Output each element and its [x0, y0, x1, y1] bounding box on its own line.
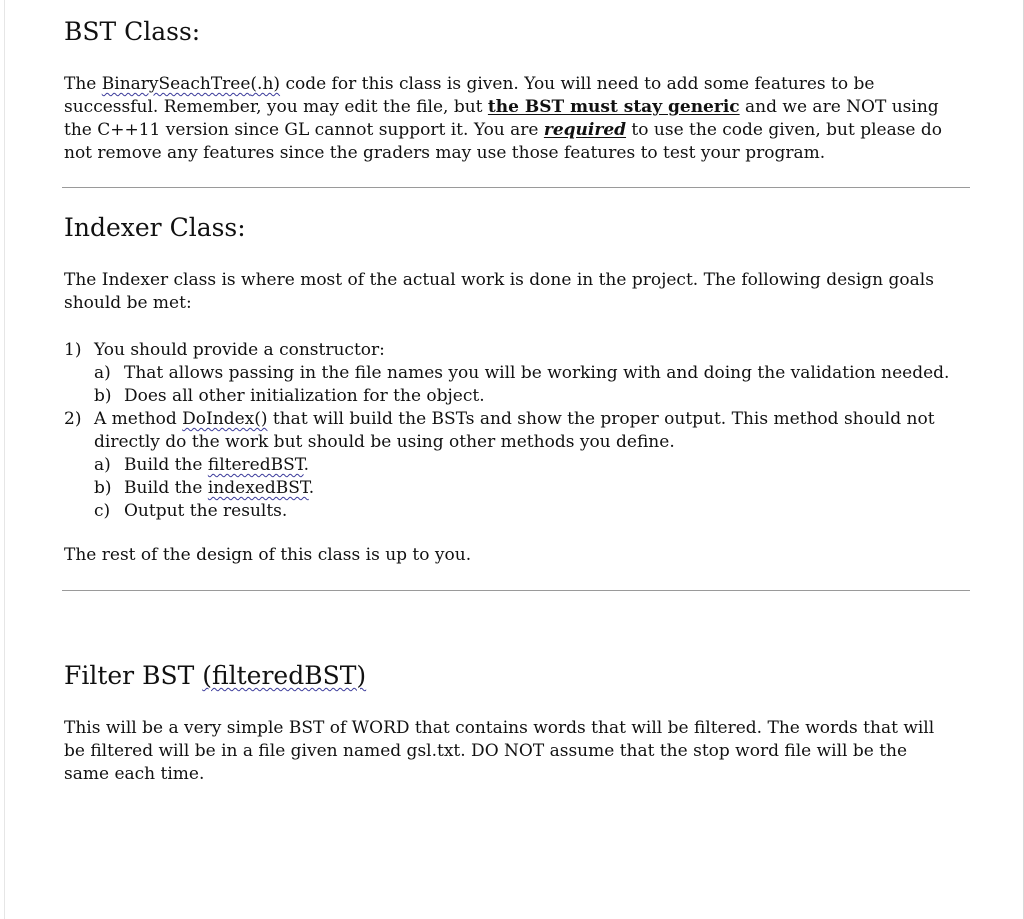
bst-line-1: The BinarySeachTree(.h) code for this class is given. You will need to add some features to be	[64, 74, 875, 94]
bst-paragraph	[64, 73, 969, 165]
section-divider-2	[62, 590, 970, 591]
section-divider-1	[62, 187, 970, 188]
bst-line-4: not remove any features since the graders may use those features to test your program.	[64, 143, 826, 163]
document-page: BST Class: The BinarySeachTree(.h) code for this class is given. You will need to add some features to be successful. Remember, you may edit the file, but the BST must stay generic and we are NOT using the C++11 version since GL cannot support it. You are required to use the code given, but please do not remove any features since the graders may use those features to test your program. Indexer Class: The Indexer class is where most of the actual work is done in the project. The following design goals should be met: 1) You should provide a constructor: a) That allows passing in the file names you will be working with and doing the validation needed. b) Does all other initialization for the object. 2) A method DoIndex() that will build the BSTs and show the proper output. This method should not directly do the work but should be using other methods you define. a) Build the filteredBST. b) Build the indexedBST. c) Output the results. The rest of the design of this class is up to you. Filter BST (filteredBST) This will be a very simple BST of WORD that contains words that will be filtered. The words that will be filtered will be in a file given named gsl.txt. DO NOT assume that the stop word file will be the same each time.	[0, 0, 1024, 919]
bst-line-3: the C++11 version since GL cannot support it. You are required to use the code given, but please do	[64, 120, 943, 140]
indexer-closing: The rest of the design of this class is up to you.	[64, 545, 472, 565]
indexer-intro: The Indexer class is where most of the actual work is done in the project. The following design goals should be met:	[64, 270, 934, 313]
spelling-flag-filename: BinarySeachTree	[101, 74, 251, 94]
bst-class-heading: BST Class:	[64, 17, 201, 46]
indexer-class-heading: Indexer Class:	[64, 213, 246, 242]
spelling-flag-filteredbst: filteredBST	[207, 455, 304, 475]
page-left-edge	[4, 0, 5, 919]
bst-line-2: successful. Remember, you may edit the file, but the BST must stay generic and we are NOT using	[64, 97, 939, 117]
spelling-flag-doindex: DoIndex()	[182, 409, 268, 429]
spelling-flag-indexedbst: indexedBST	[207, 478, 309, 498]
spelling-flag-heading: (filteredBST)	[202, 661, 367, 690]
emphasis-generic: the BST must stay generic	[487, 97, 740, 117]
emphasis-required: required	[543, 120, 627, 140]
filter-paragraph: This will be a very simple BST of WORD that contains words that will be filtered. The words that will be filtered will be in a file given named gsl.txt. DO NOT assume that the stop word file will be the same each time.	[64, 718, 935, 784]
filter-bst-heading: Filter BST (filteredBST)	[64, 661, 367, 690]
